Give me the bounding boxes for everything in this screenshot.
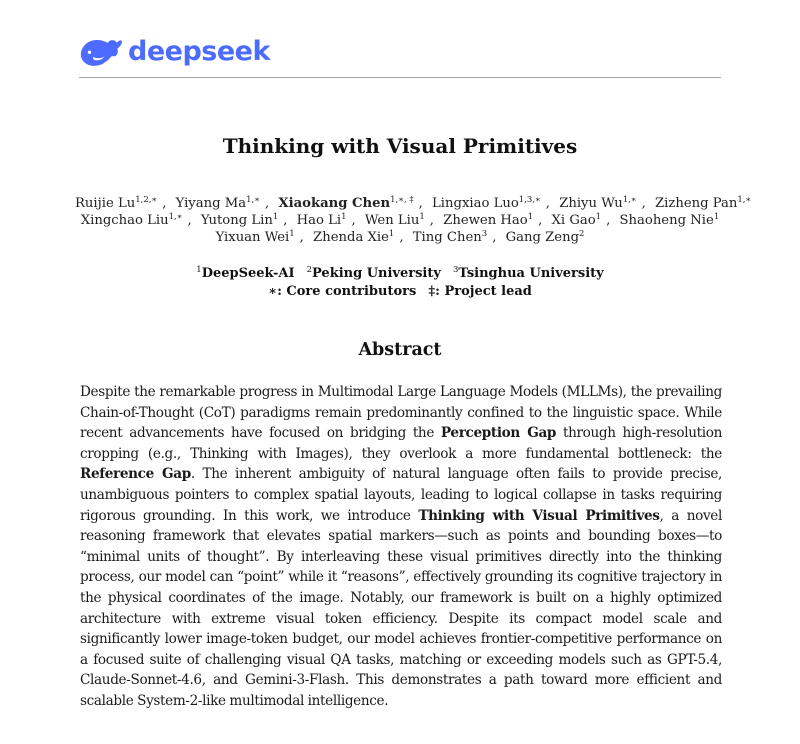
note-text: : Core contributors <box>277 284 417 299</box>
author-row: Yixuan Wei$^1$ , Zhenda Xie$^1$ , Ting Chen$^3$ , Gang Zeng$^2$ <box>215 229 585 245</box>
author-list <box>70 195 752 246</box>
author <box>297 213 347 228</box>
affiliation-marker: 3 <box>452 265 459 275</box>
author-affiliation-marker: 1,∗, ‡ <box>390 195 414 205</box>
affiliation-marker: 2 <box>306 265 312 275</box>
author-affiliation-marker: 1 <box>272 212 279 222</box>
author-affiliation-marker: 2 <box>579 229 585 239</box>
author-name: Zhenda Xie <box>313 230 389 245</box>
author-name: Shaoheng Nie <box>619 213 714 228</box>
author-name: Yixuan Wei <box>215 230 290 245</box>
author <box>75 196 157 211</box>
abstract-key-term: Perception Gap <box>440 425 557 442</box>
author-name: Gang Zeng <box>505 230 580 245</box>
contribution-note <box>428 284 532 299</box>
author-affiliation-marker: 3 <box>481 229 488 239</box>
author-name: Ting Chen <box>412 230 482 245</box>
author <box>443 213 533 228</box>
author-name: Xiaokang Chen <box>278 196 391 211</box>
abstract-text: through high-resolution cropping (e.g., Thinking with Images), they overlook a more fundamental bottleneck: the <box>80 425 722 462</box>
affiliation-name: Tsinghua University <box>458 266 604 281</box>
author-affiliation-marker: 1,∗ <box>622 195 637 205</box>
author-name: Zhiyu Wu <box>559 196 623 211</box>
note-symbol: ‡ <box>428 284 436 299</box>
abstract-text: Despite the remarkable progress in Multimodal Large Language Models (MLLMs), the prevailing Chain-of-Thought (CoT) paradigms remain predominantly confined to the linguistic space. While recent advancements have focused on bridging the <box>80 384 722 442</box>
whale-icon <box>79 34 123 68</box>
paper-title: Thinking with Visual Primitives <box>222 134 578 158</box>
header-divider <box>79 77 721 78</box>
abstract-body <box>80 382 722 712</box>
author-name: Zhewen Hao <box>443 213 528 228</box>
author-affiliation-marker: 1,∗ <box>737 195 752 205</box>
author <box>413 230 487 245</box>
author-affiliation-marker: 1 <box>419 212 425 222</box>
author-row: Ruijie $Lu^{1,2,∗}$ , Yiyang $Ma^{1,∗}$ , Xiaokang Chen$^{1,∗, \ddagger}$ , Lingxiao Luo$^{1,3,∗}$ , Zhiyu $Wu^{1,∗}$ , Zizheng Pan$^{1,∗}$ <box>75 195 752 211</box>
author-name: Xingchao Liu <box>80 213 169 228</box>
logo-wordmark: deepseek <box>128 35 270 67</box>
author <box>655 196 751 211</box>
abstract-heading: Abstract <box>358 340 442 360</box>
affiliations <box>0 265 800 301</box>
deepseek-logo[interactable] <box>79 34 270 68</box>
author-affiliation-marker: 1 <box>388 229 395 239</box>
author-affiliation-marker: 1,∗ <box>246 195 260 205</box>
author-affiliation-marker: 1 <box>595 212 602 222</box>
affiliation-name: Peking University <box>312 266 441 281</box>
author-name: Yiyang Ma <box>175 196 247 211</box>
affiliation <box>453 266 604 281</box>
author-affiliation-marker: 1,∗ <box>168 212 183 222</box>
abstract-key-term: Thinking with Visual Primitives <box>418 507 660 524</box>
author <box>506 230 585 245</box>
author-name: Ruijie Lu <box>75 196 136 211</box>
author-affiliation-marker: 1 <box>289 229 295 239</box>
author-row: Xingchao Liu$^{1,∗}$ , Yutong Lin$^1$ , Hao Li$^1$ , Wen Liu$^1$ , Zhewen Hao$^1$ , Xi Gao$^1$ , Shaoheng Nie$^1$ <box>80 212 720 228</box>
author-name: Zizheng Pan <box>655 196 738 211</box>
author <box>216 230 295 245</box>
affiliation-name: DeepSeek-AI <box>201 266 295 281</box>
page-header <box>79 34 721 80</box>
author-affiliation-marker: 1 <box>527 212 534 222</box>
author <box>619 213 719 228</box>
contribution-notes <box>0 283 800 301</box>
note-symbol: ∗ <box>268 284 278 299</box>
author <box>313 230 394 245</box>
author <box>81 213 183 228</box>
author <box>365 213 425 228</box>
abstract-text: . The inherent ambiguity of natural language often fails to provide precise, unambiguous pointers to complex spatial layouts, leading to logical collapse in tasks requiring rigorous grounding. In this work, we introduce <box>80 466 722 524</box>
note-text: : Project lead <box>435 284 532 299</box>
author <box>278 196 413 211</box>
contribution-note <box>268 284 416 299</box>
abstract-text: , a novel reasoning framework that elevates spatial markers—such as points and bounding boxes—to “minimal units of thought”. By interleaving these visual primitives directly into the thinking process, our model can “point” while it “reasons”, effectively grounding its cognitive trajectory in the physical coordinates of the image. Notably, our framework is built on a highly optimized architecture with extreme visual token efficiency. Despite its compact model scale and significantly lower image-token budget, our model achieves frontier-competitive performance on a focused suite of challenging visual QA tasks, matching or exceeding models such as GPT-5.4, Claude-Sonnet-4.6, and Gemini-3-Flash. This demonstrates a path toward more efficient and scalable System-2-like multimodal intelligence. <box>80 507 723 709</box>
affiliation <box>196 266 294 281</box>
author-affiliation-marker: 1 <box>713 212 720 222</box>
author <box>201 213 278 228</box>
author-affiliation-marker: 1,3,∗ <box>518 195 541 205</box>
affiliation <box>307 266 441 281</box>
author-name: Lingxiao Luo <box>432 196 519 211</box>
author-affiliation-marker: 1 <box>341 212 347 222</box>
author <box>552 213 602 228</box>
author <box>176 196 260 211</box>
affiliation-marker: 1 <box>196 265 202 275</box>
affiliation-row <box>0 265 800 283</box>
author-name: Yutong Lin <box>200 213 273 228</box>
author-affiliation-marker: 1,2,∗ <box>135 195 158 205</box>
author-name: Wen Liu <box>364 213 420 228</box>
author <box>559 196 636 211</box>
author-name: Hao Li <box>296 213 342 228</box>
author <box>432 196 541 211</box>
abstract-key-term: Reference Gap <box>80 466 191 483</box>
author-name: Xi Gao <box>551 213 596 228</box>
